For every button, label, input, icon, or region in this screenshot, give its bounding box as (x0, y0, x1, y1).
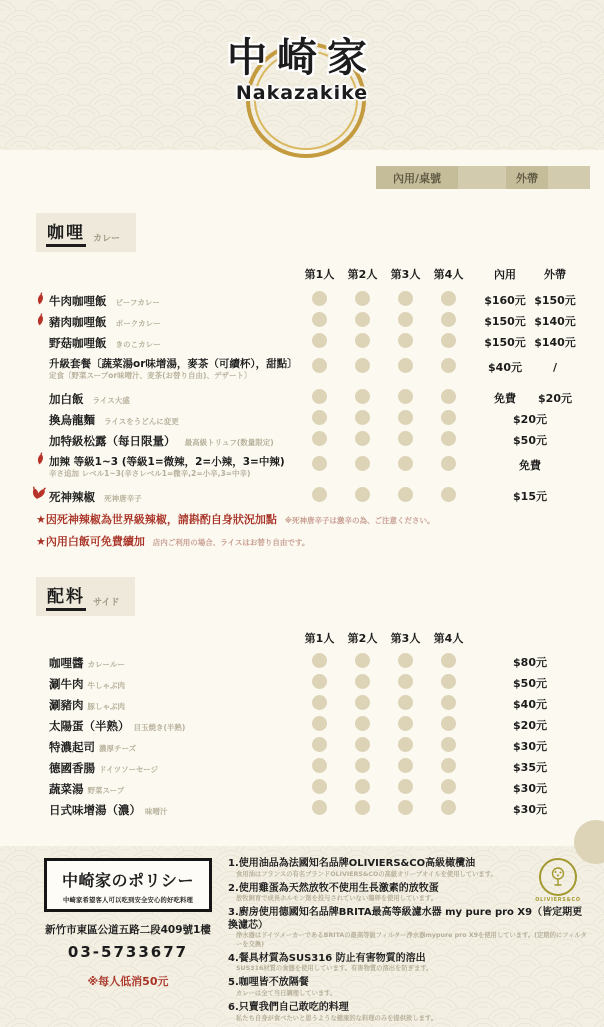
item-name-jp: 濃厚チーズ (99, 744, 136, 753)
price: $40元 (480, 696, 580, 712)
chili-icon (36, 451, 45, 469)
note-jp: ※死神唐辛子は激辛の為、ご注意ください。 (285, 516, 435, 525)
item-name-jp: 最高級トリュフ(数量限定) (185, 438, 274, 447)
menu-row-spicy-level (36, 451, 582, 479)
order-circle-p3[interactable] (398, 800, 413, 815)
chili-icon (36, 312, 45, 330)
price-takeout: $150元 (530, 292, 580, 308)
item-name-jp: 目玉焼き(半熟) (134, 723, 186, 732)
order-circle-p4[interactable] (441, 800, 456, 815)
order-circle-p4[interactable] (441, 389, 456, 404)
col-person-2: 第2人 (341, 266, 384, 282)
order-circle-p2[interactable] (355, 333, 370, 348)
item-name-jp: ポークカレー (116, 319, 161, 328)
order-circle-p1[interactable] (312, 333, 327, 348)
item-name-jp: ライスをうどんに変更 (104, 417, 179, 426)
takeout-field[interactable] (548, 166, 590, 189)
order-circle-p2[interactable] (355, 291, 370, 306)
item-name: 特濃起司 (49, 740, 95, 754)
olive-tree-icon (539, 858, 577, 896)
item-name-jp: 豚しゃぶ肉 (88, 702, 126, 711)
col-person-4: 第4人 (427, 630, 470, 646)
item-name-jp: ライス大盛 (93, 396, 130, 405)
menu-row-pork-shabu (36, 694, 582, 714)
order-circle-p4[interactable] (441, 716, 456, 731)
order-circle-p1[interactable] (312, 456, 327, 471)
price: $80元 (480, 654, 580, 670)
order-circle-p4[interactable] (441, 333, 456, 348)
order-circle-p1[interactable] (312, 389, 327, 404)
order-circle-p3[interactable] (398, 431, 413, 446)
menu-row-mushroom-curry (36, 332, 582, 352)
menu-row-beef-curry (36, 290, 582, 310)
price-both: $20元 (480, 411, 580, 427)
item-name: 德國香腸 (49, 761, 95, 775)
col-person-3: 第3人 (384, 630, 427, 646)
order-circle-p2[interactable] (355, 695, 370, 710)
menu-row-pork-curry (36, 311, 582, 331)
policy-title: 中崎家のポリシー (53, 868, 203, 891)
menu-row-truffle (36, 430, 582, 450)
dine-in-table-label: 內用/桌號 (376, 166, 458, 189)
order-circle-p1[interactable] (312, 291, 327, 306)
menu-row-beef-shabu (36, 673, 582, 693)
item-name: 換烏龍麵 (49, 413, 95, 427)
takeout-label: 外帶 (506, 166, 548, 189)
order-circle-p4[interactable] (441, 779, 456, 794)
order-circle-p2[interactable] (355, 312, 370, 327)
brand-name: OLIVIERS&CO (532, 898, 584, 903)
order-circle-p2[interactable] (355, 779, 370, 794)
order-type-bar (376, 166, 590, 189)
col-person-1: 第1人 (298, 266, 341, 282)
header (0, 0, 604, 150)
policy-jp: 私たち自身が食べたいと思うような健康的な料理のみを提供致します。 (228, 1015, 588, 1023)
policy-zh: 3.廚房使用德國知名品牌BRITA最高等級濾水器 my pure pro X9（皆定期更換濾芯） (228, 907, 588, 932)
order-circle-p1[interactable] (312, 653, 327, 668)
item-name-jp: 定食〔野菜スープor味噌汁、麦茶(お替り自由)、デザート〕 (49, 372, 298, 381)
order-circle-p2[interactable] (355, 358, 370, 373)
order-circle-p4[interactable] (441, 695, 456, 710)
price: $30元 (480, 780, 580, 796)
policy-zh: 5.咖哩皆不放隔餐 (228, 977, 588, 990)
order-circle-p2[interactable] (355, 431, 370, 446)
order-circle-p4[interactable] (441, 674, 456, 689)
order-circle-p3[interactable] (398, 358, 413, 373)
price-takeout: $140元 (530, 313, 580, 329)
note-zh: ★內用白飯可免費續加 (36, 535, 145, 548)
order-circle-p2[interactable] (355, 674, 370, 689)
menu-row-udon-swap (36, 409, 582, 429)
item-name-jp: 野菜スープ (88, 786, 125, 795)
order-circle-p2[interactable] (355, 653, 370, 668)
col-person-3: 第3人 (384, 266, 427, 282)
order-circle-p1[interactable] (312, 716, 327, 731)
order-circle-p1[interactable] (312, 312, 327, 327)
item-name: 涮豬肉 (49, 698, 84, 712)
price: $30元 (480, 738, 580, 754)
price: $35元 (480, 759, 580, 775)
price-both: 免費 (480, 457, 580, 473)
item-name-jp: 牛しゃぶ肉 (88, 681, 126, 690)
policy-jp: 食用油はフランスの有名ブランドOLIVIERS&COの高級オリーブオイルを使用しています。 (228, 871, 588, 879)
curry-section-title: 咖哩 (46, 218, 86, 247)
policy-jp: カレーは全て当日調理しています。 (228, 990, 588, 998)
col-takeout: 外帶 (530, 266, 580, 282)
sides-section-header (36, 577, 135, 616)
price-dine-in: 免費 (480, 390, 530, 406)
restaurant-logo (0, 36, 604, 104)
item-name: 升級套餐〔蔬菜湯or味增湯，麥茶（可續杯），甜點〕 (49, 358, 298, 370)
item-name: 加辣 等級1~3 (等級1=微辣，2=小辣，3=中辣) (49, 456, 285, 468)
price: $20元 (480, 717, 580, 733)
curry-column-headers (36, 266, 582, 282)
policy-item (228, 977, 588, 998)
order-circle-p1[interactable] (312, 758, 327, 773)
order-circle-p3[interactable] (398, 674, 413, 689)
item-name: 蔬菜湯 (49, 782, 84, 796)
price-takeout: $140元 (530, 334, 580, 350)
price-both: $50元 (480, 432, 580, 448)
policy-subtitle: 中崎家希望客人可以吃到安全安心的好吃料理 (53, 895, 203, 904)
item-name: 死神辣椒 (49, 490, 95, 504)
reaper-warning-note (36, 511, 582, 527)
table-number-field[interactable] (458, 166, 506, 189)
policy-item (228, 953, 588, 974)
price-dine-in: $40元 (480, 359, 530, 375)
price-both: $15元 (480, 488, 580, 504)
address: 新竹市東區公道五路二段409號1樓 (44, 922, 212, 937)
order-circle-p3[interactable] (398, 312, 413, 327)
death-chili-icon (30, 485, 47, 500)
price: $30元 (480, 801, 580, 817)
order-circle-p1[interactable] (312, 358, 327, 373)
order-circle-p2[interactable] (355, 389, 370, 404)
order-circle-p1[interactable] (312, 779, 327, 794)
logo-subtitle: Nakazakike (0, 82, 604, 104)
order-circle-p1[interactable] (312, 800, 327, 815)
curry-section-title-jp: カレー (93, 231, 120, 247)
order-circle-p2[interactable] (355, 800, 370, 815)
order-circle-p3[interactable] (398, 410, 413, 425)
order-circle-p3[interactable] (398, 653, 413, 668)
item-name-jp: カレールー (88, 660, 125, 669)
footer (0, 846, 604, 1027)
policy-jp: 放牧飼育で成長ホルモン剤を投与されていない鶏卵を使用しています。 (228, 895, 588, 903)
price-dine-in: $150元 (480, 313, 530, 329)
policy-zh: 6.只賣我們自己敢吃的料理 (228, 1002, 588, 1015)
col-dine-in: 內用 (480, 266, 530, 282)
policy-box (44, 858, 212, 912)
policy-item (228, 907, 588, 948)
menu-row-cheese (36, 736, 582, 756)
order-circle-p3[interactable] (398, 456, 413, 471)
minimum-charge-note: ※每人低消50元 (44, 973, 212, 989)
order-circle-p4[interactable] (441, 312, 456, 327)
order-circle-p3[interactable] (398, 389, 413, 404)
sides-section-title: 配料 (46, 582, 86, 611)
oliviersco-logo (532, 858, 584, 903)
order-circle-p4[interactable] (441, 358, 456, 373)
policy-zh: 4.餐具材質為SUS316 防止有害物質的溶出 (228, 953, 588, 966)
order-circle-p1[interactable] (312, 431, 327, 446)
item-name: 豬肉咖哩飯 (49, 315, 107, 329)
menu-row-upgrade-set (36, 353, 582, 381)
order-circle-p4[interactable] (441, 653, 456, 668)
order-circle-p1[interactable] (312, 410, 327, 425)
order-circle-p2[interactable] (355, 758, 370, 773)
item-name: 牛肉咖哩飯 (49, 294, 107, 308)
price: $50元 (480, 675, 580, 691)
order-circle-p3[interactable] (398, 291, 413, 306)
order-circle-p1[interactable] (312, 695, 327, 710)
order-circle-p4[interactable] (441, 737, 456, 752)
col-person-4: 第4人 (427, 266, 470, 282)
order-circle-p3[interactable] (398, 779, 413, 794)
item-name: 日式味增湯（濃） (49, 803, 141, 817)
order-circle-p4[interactable] (441, 291, 456, 306)
menu-row-veg-soup (36, 778, 582, 798)
item-name-jp: 辛さ追加 レベル1~3(辛さレベル1=微辛,2=小辛,3=中辛) (49, 470, 298, 479)
price-takeout: / (530, 361, 580, 374)
item-name: 咖哩醬 (49, 656, 84, 670)
order-circle-p3[interactable] (398, 716, 413, 731)
col-person-2: 第2人 (341, 630, 384, 646)
note-jp: 店内ご利用の場合、ライスはお替り自由です。 (153, 538, 310, 547)
policy-item (228, 1002, 588, 1023)
item-name-jp: ビーフカレー (116, 298, 160, 307)
item-name: 太陽蛋（半熟） (49, 719, 130, 733)
price-takeout: $20元 (530, 390, 580, 406)
menu-row-sunny-egg (36, 715, 582, 735)
menu-row-curry-roux (36, 652, 582, 672)
item-name-jp: 味噌汁 (145, 807, 168, 816)
menu-row-miso-soup (36, 799, 582, 819)
order-circle-p4[interactable] (441, 431, 456, 446)
free-rice-note (36, 533, 582, 549)
curry-section-header (36, 213, 136, 252)
price-dine-in: $150元 (480, 334, 530, 350)
item-name-jp: 死神唐辛子 (104, 494, 142, 503)
order-circle-p3[interactable] (398, 695, 413, 710)
order-circle-p3[interactable] (398, 333, 413, 348)
item-name: 加特級松露（每日限量） (49, 434, 176, 448)
item-name: 加白飯 (49, 392, 84, 406)
menu-row-reaper-pepper (36, 486, 582, 506)
order-circle-p2[interactable] (355, 456, 370, 471)
order-circle-p3[interactable] (398, 758, 413, 773)
item-name: 涮牛肉 (49, 677, 84, 691)
order-circle-p3[interactable] (398, 737, 413, 752)
sides-section-title-jp: サイド (93, 595, 119, 611)
policy-zh: 2.使用雞蛋為天然放牧不使用生長激素的放牧蛋 (228, 883, 588, 896)
policy-jp: SUS316材質の食器を使用しています。有害物質の溶出を防ぎます。 (228, 965, 588, 973)
logo-title: 中崎家 (0, 36, 604, 80)
order-circle-p1[interactable] (312, 674, 327, 689)
shop-info (44, 858, 212, 1027)
order-circle-p2[interactable] (355, 487, 370, 502)
order-circle-p1[interactable] (312, 737, 327, 752)
note-zh: ★因死神辣椒為世界級辣椒，請斟酌自身狀況加點 (36, 513, 277, 526)
chili-icon (36, 291, 45, 309)
order-circle-p2[interactable] (355, 737, 370, 752)
phone-number: 03-5733677 (44, 943, 212, 961)
menu-row-sausage (36, 757, 582, 777)
price-dine-in: $160元 (480, 292, 530, 308)
menu-body (0, 150, 604, 846)
menu-row-extra-rice (36, 388, 582, 408)
policy-list (228, 858, 590, 1027)
order-circle-p2[interactable] (355, 716, 370, 731)
order-circle-p4[interactable] (441, 487, 456, 502)
item-name-jp: きのこカレー (116, 340, 161, 349)
sides-column-headers (36, 630, 582, 646)
order-circle-p1[interactable] (312, 487, 327, 502)
order-circle-p3[interactable] (398, 487, 413, 502)
order-circle-p4[interactable] (441, 456, 456, 471)
order-circle-p4[interactable] (441, 758, 456, 773)
policy-jp: 浄水器はドイツメーカーであるBRITAの最高等級フィルター浄水器mypure pro X9を使用しています。(定期的にフィルターを交換) (228, 932, 588, 948)
item-name-jp: ドイツソーセージ (99, 765, 158, 774)
item-name: 野菇咖哩飯 (49, 336, 107, 350)
col-person-1: 第1人 (298, 630, 341, 646)
policy-zh: 1.使用油品為法國知名品牌OLIVIERS&CO高級橄欖油 (228, 858, 588, 871)
order-circle-p4[interactable] (441, 410, 456, 425)
order-circle-p2[interactable] (355, 410, 370, 425)
